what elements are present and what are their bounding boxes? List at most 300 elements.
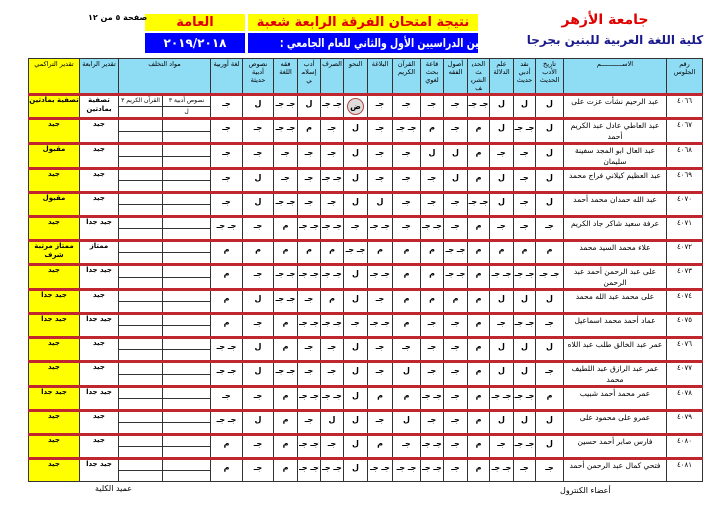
failed-subject <box>163 265 211 278</box>
seat-number: ٤٠٧٧ <box>667 362 703 387</box>
failed-subject-grade <box>119 181 163 193</box>
grade-cell: جـ جـ <box>298 435 321 459</box>
grade-cell: جـ جـ <box>421 217 444 241</box>
grade-cell: م <box>468 217 490 241</box>
grade-cell: م <box>211 459 243 482</box>
grade-cell: م <box>536 241 564 265</box>
grade4-value: جيد <box>80 193 119 217</box>
failed-subject <box>119 411 163 423</box>
student-name: عبد الله حمدان محمد أحمد <box>564 193 667 217</box>
student-row <box>29 338 703 350</box>
grade-cell: جـ <box>368 290 393 314</box>
academic-year: ٢٠١٩/٢٠١٨ <box>145 33 245 53</box>
seat-number: ٤٠٧٤ <box>667 290 703 314</box>
grade-cell: ل <box>321 411 344 435</box>
failed-subject-grade <box>119 326 163 338</box>
failed-subject-grade <box>119 302 163 314</box>
cumulative-value: مقبول <box>29 193 80 217</box>
grade-cell: جـ <box>298 362 321 387</box>
grade-cell: جـ <box>444 387 468 411</box>
grade-cell: جـ جـ <box>274 362 298 387</box>
grade-cell: جـ <box>298 144 321 169</box>
grade-cell: جـ جـ <box>368 459 393 482</box>
cumulative-header: تقدير التراكمي <box>29 59 80 95</box>
grade-cell: جـ جـ <box>421 435 444 459</box>
grade-cell: جـ جـ <box>468 193 490 217</box>
failed-subject-grade <box>163 350 211 362</box>
grade-cell: م <box>393 290 421 314</box>
grade-cell: جـ <box>490 144 514 169</box>
failed-subject <box>119 169 163 181</box>
failed-subject-grade <box>119 253 163 265</box>
student-name: على عبد الرحمن أحمد عبد الرحمن <box>564 265 667 290</box>
cumulative-value: جيد جدا <box>29 314 80 338</box>
header-row <box>29 59 703 95</box>
grade4-value: جيد <box>80 290 119 314</box>
grade-cell: ل <box>344 387 368 411</box>
grade-cell: جـ <box>368 119 393 144</box>
grade4-value: جيد <box>80 169 119 193</box>
failed-subject-grade <box>163 399 211 411</box>
failed-subject <box>119 119 163 132</box>
grade-cell: م <box>298 119 321 144</box>
grade-cell: جـ <box>243 119 274 144</box>
failed-subject-grade <box>163 205 211 217</box>
grade-cell: ل <box>444 169 468 193</box>
grade-cell: جـ جـ <box>514 265 536 290</box>
failed-subject-grade <box>119 471 163 482</box>
grade-cell: ل <box>243 290 274 314</box>
grade-cell: جـ <box>393 435 421 459</box>
grade-cell: ل <box>243 362 274 387</box>
failed-subject <box>119 459 163 471</box>
grade-cell: جـ <box>298 338 321 362</box>
division-name: العامة <box>145 14 245 31</box>
grade-cell: جـ <box>490 435 514 459</box>
grade-cell: م <box>274 314 298 338</box>
grade-cell: ل <box>536 338 564 362</box>
grade-cell: ل <box>536 144 564 169</box>
grade-cell: جـ <box>321 362 344 387</box>
grade4-value: جيد <box>80 338 119 362</box>
grade-cell: جـ جـ <box>298 217 321 241</box>
subject-header: أصول الفقه <box>444 59 468 95</box>
failed-subject-grade: ل <box>163 107 211 119</box>
grade-cell: م <box>421 241 444 265</box>
grade-cell: ل <box>490 193 514 217</box>
failed-subject <box>119 290 163 302</box>
grade4-value: جيد جدا <box>80 314 119 338</box>
grade-cell: م <box>421 265 444 290</box>
student-name: فتحي كمال عبد الرحمن أحمد <box>564 459 667 482</box>
grade-cell: م <box>274 387 298 411</box>
failed-subject-grade <box>163 156 211 169</box>
failed-subject <box>119 144 163 157</box>
grade-cell: جـ جـ <box>298 314 321 338</box>
grade-cell: م <box>368 435 393 459</box>
grade-cell: ل <box>393 362 421 387</box>
grade-cell: جـ <box>211 95 243 119</box>
student-row <box>29 362 703 375</box>
failed-subject: نصوص أدبية ٣ <box>163 95 211 107</box>
failed-subject-grade <box>119 107 163 119</box>
grade-cell: جـ <box>368 95 393 119</box>
cumulative-value: تصفية بمادتين <box>29 95 80 119</box>
grade-cell: جـ <box>536 314 564 338</box>
grade-cell: م <box>468 169 490 193</box>
grade-cell: م <box>514 241 536 265</box>
student-name: عمر عبد الرازق عبد اللطيف محمد <box>564 362 667 387</box>
grade-cell: جـ <box>490 314 514 338</box>
grade-cell: م <box>368 241 393 265</box>
grade-cell: م <box>536 387 564 411</box>
grade-cell: جـ <box>243 314 274 338</box>
student-name: عمر عبد الخالق طلب عبد اللاه <box>564 338 667 362</box>
subject-header: علم الدلالة <box>490 59 514 95</box>
grade4-value: ممتاز <box>80 241 119 265</box>
grade4-value: جيد جدا <box>80 217 119 241</box>
failed-subject-grade <box>163 374 211 387</box>
grade-cell: جـ جـ <box>211 362 243 387</box>
grade-cell: جـ جـ <box>444 265 468 290</box>
university-name: جامعة الأزهر <box>561 12 649 28</box>
failed-subject <box>163 387 211 399</box>
grade-cell: جـ جـ <box>321 314 344 338</box>
grade-cell: ل <box>243 95 274 119</box>
grade-cell: جـ <box>444 314 468 338</box>
student-row <box>29 119 703 132</box>
failed-subject <box>119 314 163 326</box>
cumulative-value: مقبول <box>29 144 80 169</box>
grade-cell: ل <box>536 169 564 193</box>
cumulative-value: جيد <box>29 169 80 193</box>
grade-cell: م <box>468 119 490 144</box>
grade-cell: جـ <box>514 217 536 241</box>
failed-subject <box>163 435 211 447</box>
seat-number: ٤٠٦٨ <box>667 144 703 169</box>
failed-subject-grade <box>163 229 211 241</box>
grade-cell: جـ <box>444 435 468 459</box>
grade-cell: جـ جـ <box>321 169 344 193</box>
grade4-value: جيد <box>80 119 119 144</box>
grade-cell: جـ <box>243 459 274 482</box>
subject-header: البلاغة <box>368 59 393 95</box>
grade-cell: جـ <box>274 144 298 169</box>
grade-cell: جـ <box>444 217 468 241</box>
grade-cell: ل <box>490 119 514 144</box>
grade-cell: جـ <box>536 362 564 387</box>
grade-cell: م <box>468 241 490 265</box>
grade-cell: ل <box>344 411 368 435</box>
cumulative-value: جيد <box>29 435 80 459</box>
failed-subject <box>163 144 211 157</box>
grade-cell: م <box>468 435 490 459</box>
student-name: عبد العال ابو المجد سفينة سليمان <box>564 144 667 169</box>
grade-cell: جـ <box>321 193 344 217</box>
failed-subject-grade <box>163 131 211 144</box>
student-name: عبد العاطي عادل عبد الكريم أحمد <box>564 119 667 144</box>
grade-cell: ل <box>344 362 368 387</box>
control-members-label: أعضاء الكنترول <box>560 486 611 495</box>
grade-cell: م <box>211 265 243 290</box>
failed-subject-grade <box>119 350 163 362</box>
failed-subject-grade <box>119 399 163 411</box>
failed-subject-grade <box>119 229 163 241</box>
subject-header: النحو <box>344 59 368 95</box>
grade-cell: م <box>393 314 421 338</box>
seat-number: ٤٠٧٦ <box>667 338 703 362</box>
failed-subject-grade <box>119 156 163 169</box>
failed-subject <box>163 459 211 471</box>
grade-cell: جـ جـ <box>514 119 536 144</box>
failed-subjects-header: مواد التخلف <box>119 59 211 95</box>
grade-cell: جـ <box>211 119 243 144</box>
grade-cell: ل <box>344 144 368 169</box>
grade4-value: جيد <box>80 362 119 387</box>
seat-number: ٤٠٧١ <box>667 217 703 241</box>
seat-number: ٤٠٧٩ <box>667 411 703 435</box>
failed-subject <box>163 411 211 423</box>
grade-cell: م <box>243 241 274 265</box>
failed-subject-grade <box>119 374 163 387</box>
grade-cell: جـ جـ <box>368 265 393 290</box>
grade4-value: جيد <box>80 435 119 459</box>
grade4-value: جيد جدا <box>80 459 119 482</box>
subject-header: الحديث الشريف <box>468 59 490 95</box>
grade-cell: جـ <box>393 144 421 169</box>
failed-subject-grade <box>163 471 211 482</box>
grade-cell: جـ جـ <box>211 338 243 362</box>
student-row <box>29 144 703 157</box>
grade-cell: م <box>393 265 421 290</box>
grade-cell: م <box>468 362 490 387</box>
grade-cell: جـ <box>421 411 444 435</box>
grade-cell: م <box>274 338 298 362</box>
grade-cell: م <box>444 290 468 314</box>
student-name: فارس صابر أحمد حسين <box>564 435 667 459</box>
grade-cell: جـ جـ <box>514 387 536 411</box>
grade-cell: جـ <box>298 290 321 314</box>
grade-cell: ل <box>514 411 536 435</box>
failed-subject <box>119 435 163 447</box>
grade-cell: م <box>298 241 321 265</box>
grade-cell: ل <box>243 193 274 217</box>
cumulative-value: ممتاز مرتبة شرف <box>29 241 80 265</box>
grade-cell: م <box>468 459 490 482</box>
grade-cell: جـ جـ <box>393 459 421 482</box>
grade-cell: م <box>468 265 490 290</box>
grade-cell: جـ <box>211 387 243 411</box>
grade-cell: م <box>211 314 243 338</box>
cumulative-value: جيد جدا <box>29 387 80 411</box>
student-row <box>29 314 703 326</box>
grade-cell: جـ جـ <box>368 314 393 338</box>
grade-cell: ل <box>490 362 514 387</box>
exam-title: نتيجة امتحان الفرقة الرابعة شعبة <box>248 14 478 31</box>
grade-cell: جـ جـ <box>536 265 564 290</box>
grade-cell: جـ جـ <box>368 217 393 241</box>
failed-subject <box>119 362 163 375</box>
grade-cell: جـ <box>368 169 393 193</box>
grade-cell: ل <box>536 193 564 217</box>
failed-subject-grade <box>163 253 211 265</box>
grade-cell: ل <box>490 169 514 193</box>
seat-number: ٤٠٦٩ <box>667 169 703 193</box>
results-table <box>28 58 703 482</box>
name-header: الاســـــــــــم <box>564 59 667 95</box>
grade-cell: ل <box>514 95 536 119</box>
dean-label: عميد الكلية <box>95 484 132 493</box>
grade-cell: م <box>274 217 298 241</box>
grade4-value: جيد <box>80 144 119 169</box>
failed-subject <box>119 387 163 399</box>
grade-cell: جـ <box>243 217 274 241</box>
grade-cell: م <box>393 387 421 411</box>
student-row <box>29 217 703 229</box>
seat-number: ٤٠٧٨ <box>667 387 703 411</box>
grade-cell: ل <box>536 290 564 314</box>
failed-subject-grade <box>119 131 163 144</box>
grade-cell: م <box>393 241 421 265</box>
grade-cell: جـ جـ <box>421 459 444 482</box>
seat-header: رقم الجلوس <box>667 59 703 95</box>
failed-subject-grade <box>163 181 211 193</box>
cumulative-value: جيد <box>29 119 80 144</box>
grade-cell: جـ <box>421 314 444 338</box>
grade-cell: جـ <box>421 362 444 387</box>
grade-cell: م <box>274 241 298 265</box>
failed-subject-grade <box>119 447 163 459</box>
grade-cell: جـ جـ <box>274 290 298 314</box>
failed-subject <box>163 169 211 181</box>
grade-cell: جـ <box>243 387 274 411</box>
grade-cell: جـ جـ <box>514 435 536 459</box>
grade-cell: جـ جـ <box>468 95 490 119</box>
failed-subject <box>163 314 211 326</box>
grade-cell: جـ <box>321 119 344 144</box>
grade-cell: ل <box>344 169 368 193</box>
student-name: على محمد عبد الله محمد <box>564 290 667 314</box>
failed-subject-grade <box>163 447 211 459</box>
failed-subject <box>163 217 211 229</box>
subject-header: القرآن الكريم <box>393 59 421 95</box>
grade4-value: تصفية بمادتين <box>80 95 119 119</box>
grade-cell: جـ <box>298 169 321 193</box>
grade-cell: ل <box>243 411 274 435</box>
grade-cell: جـ جـ <box>211 217 243 241</box>
student-row <box>29 193 703 205</box>
failed-subject <box>163 193 211 205</box>
failed-subject-grade <box>163 423 211 435</box>
grade-cell: جـ جـ <box>321 217 344 241</box>
grade-cell: جـ <box>514 193 536 217</box>
student-name: عمر محمد أحمد شبيب <box>564 387 667 411</box>
failed-subject-grade <box>163 302 211 314</box>
grade4-value: جيد جدا <box>80 265 119 290</box>
grade-cell: جـ <box>368 362 393 387</box>
grade-cell: جـ جـ <box>490 265 514 290</box>
grade-cell: م <box>321 241 344 265</box>
grade-cell: جـ <box>211 144 243 169</box>
grade-cell: ل <box>243 338 274 362</box>
grade-cell: جـ <box>444 362 468 387</box>
student-name: عماد أحمد محمد اسماعيل <box>564 314 667 338</box>
cumulative-value: جيد <box>29 338 80 362</box>
grade-cell: ل <box>344 459 368 482</box>
student-name: عبد الرحيم نشأت عزت على <box>564 95 667 119</box>
grade-cell: ل <box>536 95 564 119</box>
failed-subject-grade <box>119 423 163 435</box>
grade-cell: م <box>274 459 298 482</box>
grade-cell: م <box>321 290 344 314</box>
grade-cell: م <box>468 144 490 169</box>
grade-cell: م <box>490 241 514 265</box>
student-row <box>29 95 703 107</box>
grade-cell: ل <box>344 265 368 290</box>
grade-cell: جـ جـ <box>298 265 321 290</box>
failed-subject-grade <box>119 205 163 217</box>
student-row <box>29 459 703 471</box>
grade-cell: جـ <box>393 169 421 193</box>
grade-cell: جـ <box>514 459 536 482</box>
grade-cell: جـ <box>368 411 393 435</box>
grade-cell: جـ <box>421 169 444 193</box>
faculty-name: كلية اللغة العربية للبنين بجرجا <box>526 33 704 47</box>
grade-cell: جـ جـ <box>321 95 344 119</box>
grade-cell: جـ <box>536 459 564 482</box>
seat-number: ٤٠٦٧ <box>667 119 703 144</box>
semesters-box <box>248 33 507 53</box>
subject-header: أدب إسلامي <box>298 59 321 95</box>
grade-cell: جـ <box>321 338 344 362</box>
grade-cell: ل <box>444 144 468 169</box>
grade-cell: جـ جـ <box>274 265 298 290</box>
student-row <box>29 411 703 423</box>
grade4-value: جيد <box>80 411 119 435</box>
subject-header: لغة أوربية <box>211 59 243 95</box>
grade-cell: ل <box>514 290 536 314</box>
grade-cell: جـ <box>490 217 514 241</box>
grade-cell: جـ <box>393 95 421 119</box>
grade-cell: جـ جـ <box>274 119 298 144</box>
grade-cell: جـ <box>421 338 444 362</box>
student-row <box>29 387 703 399</box>
subject-header: تاريخ الأدب الحديث <box>536 59 564 95</box>
failed-subject-grade <box>163 277 211 290</box>
cumulative-value: جيد <box>29 265 80 290</box>
grade-cell: ل <box>344 119 368 144</box>
failed-subject <box>163 241 211 253</box>
failed-subject <box>163 119 211 132</box>
grade-cell: م <box>468 314 490 338</box>
grade-cell: ل <box>344 338 368 362</box>
grade-cell: جـ <box>514 144 536 169</box>
grade4-header: تقدير الرابعة <box>80 59 119 95</box>
student-name: عبد العظيم كيلاني فراج محمد <box>564 169 667 193</box>
grade-cell: جـ <box>211 193 243 217</box>
grade-cell: جـ <box>344 314 368 338</box>
grade-cell: جـ جـ <box>211 411 243 435</box>
student-name: عمرو على محمود على <box>564 411 667 435</box>
grade-cell: جـ جـ <box>298 387 321 411</box>
grade-cell: جـ جـ <box>393 119 421 144</box>
cumulative-value: جيد جدا <box>29 290 80 314</box>
grade-cell: جـ <box>243 265 274 290</box>
grade-cell: جـ جـ <box>321 387 344 411</box>
failed-subject-grade <box>163 326 211 338</box>
grade-cell: ل <box>298 95 321 119</box>
grade-cell: جـ جـ <box>490 459 514 482</box>
